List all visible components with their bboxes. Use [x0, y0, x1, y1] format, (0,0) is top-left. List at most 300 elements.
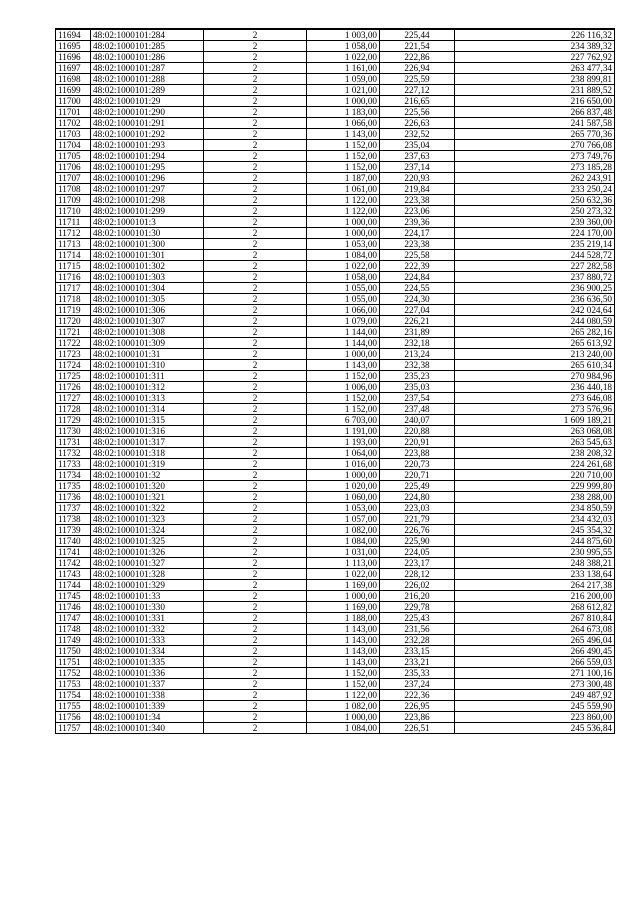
- cell-cadastral-value: 267 810,84: [455, 613, 615, 624]
- cell-row-number: 11718: [56, 294, 91, 305]
- cell-specific-value: 222,39: [380, 261, 455, 272]
- table-row: [56, 184, 615, 195]
- cell-area: 1 000,00: [307, 96, 380, 107]
- cell-cadastral-value: 268 612,82: [455, 602, 615, 613]
- cell-specific-value: 235,33: [380, 668, 455, 679]
- table-row: [56, 173, 615, 184]
- cell-row-number: 11703: [56, 129, 91, 140]
- cell-row-number: 11745: [56, 591, 91, 602]
- cell-cadastral-number: 48:02:1000101:302: [91, 261, 204, 272]
- cell-cadastral-value: 231 889,52: [455, 85, 615, 96]
- cell-category: 2: [204, 85, 307, 96]
- cell-category: 2: [204, 558, 307, 569]
- cell-cadastral-number: 48:02:1000101:323: [91, 514, 204, 525]
- cell-cadastral-value: 244 875,60: [455, 536, 615, 547]
- cell-cadastral-value: 241 587,58: [455, 118, 615, 129]
- cell-row-number: 11744: [56, 580, 91, 591]
- cell-area: 1 152,00: [307, 151, 380, 162]
- cell-cadastral-value: 273 646,08: [455, 393, 615, 404]
- cell-row-number: 11732: [56, 448, 91, 459]
- table-row: [56, 162, 615, 173]
- cell-cadastral-value: 238 208,32: [455, 448, 615, 459]
- table-row: [56, 294, 615, 305]
- cell-row-number: 11739: [56, 525, 91, 536]
- cell-cadastral-value: 270 984,96: [455, 371, 615, 382]
- table-row: [56, 239, 615, 250]
- cell-area: 1 143,00: [307, 646, 380, 657]
- cell-cadastral-value: 265 613,92: [455, 338, 615, 349]
- cell-specific-value: 232,28: [380, 635, 455, 646]
- table-row: [56, 701, 615, 712]
- cell-category: 2: [204, 74, 307, 85]
- cell-area: 1 169,00: [307, 580, 380, 591]
- cell-area: 1 000,00: [307, 228, 380, 239]
- table-row: [56, 96, 615, 107]
- cell-cadastral-number: 48:02:1000101:3: [91, 217, 204, 228]
- cell-row-number: 11695: [56, 41, 91, 52]
- cell-specific-value: 216,20: [380, 591, 455, 602]
- cell-specific-value: 232,38: [380, 360, 455, 371]
- cell-category: 2: [204, 107, 307, 118]
- cell-area: 1 152,00: [307, 140, 380, 151]
- table-row: [56, 272, 615, 283]
- cell-specific-value: 227,12: [380, 85, 455, 96]
- cell-specific-value: 223,03: [380, 503, 455, 514]
- cell-specific-value: 225,58: [380, 250, 455, 261]
- cell-cadastral-number: 48:02:1000101:311: [91, 371, 204, 382]
- cell-area: 1 144,00: [307, 338, 380, 349]
- cell-row-number: 11753: [56, 679, 91, 690]
- cell-cadastral-number: 48:02:1000101:327: [91, 558, 204, 569]
- cell-category: 2: [204, 173, 307, 184]
- cell-category: 2: [204, 668, 307, 679]
- table-row: [56, 29, 615, 41]
- cell-cadastral-value: 250 632,36: [455, 195, 615, 206]
- table-row: [56, 503, 615, 514]
- cell-category: 2: [204, 536, 307, 547]
- cell-cadastral-value: 237 880,72: [455, 272, 615, 283]
- table-row: [56, 41, 615, 52]
- cell-area: 1 152,00: [307, 404, 380, 415]
- cell-cadastral-number: 48:02:1000101:297: [91, 184, 204, 195]
- cell-category: 2: [204, 151, 307, 162]
- cell-category: 2: [204, 470, 307, 481]
- cell-area: 1 031,00: [307, 547, 380, 558]
- cell-area: 1 000,00: [307, 591, 380, 602]
- cell-category: 2: [204, 272, 307, 283]
- cell-cadastral-number: 48:02:1000101:298: [91, 195, 204, 206]
- cell-cadastral-value: 234 850,59: [455, 503, 615, 514]
- cell-row-number: 11697: [56, 63, 91, 74]
- cell-row-number: 11700: [56, 96, 91, 107]
- cell-cadastral-number: 48:02:1000101:322: [91, 503, 204, 514]
- table-row: [56, 481, 615, 492]
- table-row: [56, 63, 615, 74]
- cell-cadastral-value: 236 440,18: [455, 382, 615, 393]
- cell-row-number: 11725: [56, 371, 91, 382]
- cell-specific-value: 237,63: [380, 151, 455, 162]
- cell-row-number: 11727: [56, 393, 91, 404]
- cell-cadastral-number: 48:02:1000101:292: [91, 129, 204, 140]
- cell-area: 1 021,00: [307, 85, 380, 96]
- cell-cadastral-number: 48:02:1000101:301: [91, 250, 204, 261]
- cell-specific-value: 239,36: [380, 217, 455, 228]
- cell-row-number: 11731: [56, 437, 91, 448]
- cell-cadastral-number: 48:02:1000101:318: [91, 448, 204, 459]
- cell-category: 2: [204, 52, 307, 63]
- cell-category: 2: [204, 294, 307, 305]
- cell-specific-value: 223,86: [380, 712, 455, 723]
- cell-cadastral-value: 235 219,14: [455, 239, 615, 250]
- cell-cadastral-number: 48:02:1000101:314: [91, 404, 204, 415]
- cell-category: 2: [204, 525, 307, 536]
- cell-area: 1 000,00: [307, 712, 380, 723]
- cell-specific-value: 224,84: [380, 272, 455, 283]
- cell-category: 2: [204, 580, 307, 591]
- cell-specific-value: 223,38: [380, 239, 455, 250]
- cell-area: 1 169,00: [307, 602, 380, 613]
- cell-row-number: 11754: [56, 690, 91, 701]
- table-row: [56, 360, 615, 371]
- table-row: [56, 668, 615, 679]
- cell-cadastral-number: 48:02:1000101:338: [91, 690, 204, 701]
- cell-area: 1 055,00: [307, 283, 380, 294]
- cell-cadastral-number: 48:02:1000101:287: [91, 63, 204, 74]
- cell-area: 1 187,00: [307, 173, 380, 184]
- cell-area: 1 191,00: [307, 426, 380, 437]
- cell-category: 2: [204, 591, 307, 602]
- cell-row-number: 11747: [56, 613, 91, 624]
- cell-cadastral-value: 249 487,92: [455, 690, 615, 701]
- cell-specific-value: 225,90: [380, 536, 455, 547]
- cell-specific-value: 237,48: [380, 404, 455, 415]
- table-row: [56, 393, 615, 404]
- cell-category: 2: [204, 624, 307, 635]
- cell-row-number: 11748: [56, 624, 91, 635]
- cell-area: 1 084,00: [307, 536, 380, 547]
- cell-cadastral-value: 273 185,28: [455, 162, 615, 173]
- cell-row-number: 11702: [56, 118, 91, 129]
- cell-specific-value: 226,95: [380, 701, 455, 712]
- table-row: [56, 151, 615, 162]
- cell-row-number: 11740: [56, 536, 91, 547]
- cell-category: 2: [204, 679, 307, 690]
- cell-category: 2: [204, 646, 307, 657]
- table-row: [56, 371, 615, 382]
- cell-cadastral-value: 266 490,45: [455, 646, 615, 657]
- table-row: [56, 712, 615, 723]
- cell-cadastral-value: 223 860,00: [455, 712, 615, 723]
- cell-area: 1 193,00: [307, 437, 380, 448]
- table-row: [56, 459, 615, 470]
- cell-category: 2: [204, 415, 307, 426]
- cell-category: 2: [204, 63, 307, 74]
- cell-cadastral-number: 48:02:1000101:334: [91, 646, 204, 657]
- cell-specific-value: 225,59: [380, 74, 455, 85]
- cell-cadastral-number: 48:02:1000101:284: [91, 29, 204, 41]
- cell-category: 2: [204, 283, 307, 294]
- cell-category: 2: [204, 503, 307, 514]
- cell-area: 1 079,00: [307, 316, 380, 327]
- cell-cadastral-value: 239 360,00: [455, 217, 615, 228]
- cell-area: 1 143,00: [307, 657, 380, 668]
- table-row: [56, 558, 615, 569]
- cell-cadastral-value: 216 650,00: [455, 96, 615, 107]
- cell-cadastral-value: 264 217,38: [455, 580, 615, 591]
- table-row: [56, 470, 615, 481]
- cell-cadastral-value: 224 170,00: [455, 228, 615, 239]
- cell-cadastral-value: 234 432,03: [455, 514, 615, 525]
- cell-area: 1 122,00: [307, 195, 380, 206]
- cell-cadastral-number: 48:02:1000101:313: [91, 393, 204, 404]
- cell-cadastral-number: 48:02:1000101:333: [91, 635, 204, 646]
- cell-category: 2: [204, 382, 307, 393]
- cell-cadastral-value: 1 609 189,21: [455, 415, 615, 426]
- cell-area: 1 144,00: [307, 327, 380, 338]
- cell-row-number: 11708: [56, 184, 91, 195]
- cell-area: 1 022,00: [307, 569, 380, 580]
- table-row: [56, 349, 615, 360]
- cell-area: 1 143,00: [307, 624, 380, 635]
- cell-category: 2: [204, 96, 307, 107]
- cell-area: 6 703,00: [307, 415, 380, 426]
- table-row: [56, 283, 615, 294]
- cell-cadastral-value: 248 388,21: [455, 558, 615, 569]
- cell-category: 2: [204, 404, 307, 415]
- cell-specific-value: 226,76: [380, 525, 455, 536]
- cell-cadastral-value: 233 250,24: [455, 184, 615, 195]
- cell-cadastral-number: 48:02:1000101:340: [91, 723, 204, 734]
- cell-category: 2: [204, 41, 307, 52]
- table-row: [56, 140, 615, 151]
- cell-cadastral-number: 48:02:1000101:293: [91, 140, 204, 151]
- cell-row-number: 11757: [56, 723, 91, 734]
- cell-specific-value: 221,79: [380, 514, 455, 525]
- cell-area: 1 084,00: [307, 723, 380, 734]
- cell-category: 2: [204, 448, 307, 459]
- table-row: [56, 316, 615, 327]
- cell-row-number: 11737: [56, 503, 91, 514]
- cell-row-number: 11711: [56, 217, 91, 228]
- cell-cadastral-number: 48:02:1000101:319: [91, 459, 204, 470]
- table-row: [56, 426, 615, 437]
- cell-category: 2: [204, 514, 307, 525]
- cell-cadastral-number: 48:02:1000101:335: [91, 657, 204, 668]
- cell-row-number: 11712: [56, 228, 91, 239]
- cell-row-number: 11717: [56, 283, 91, 294]
- cell-cadastral-value: 234 389,32: [455, 41, 615, 52]
- cell-row-number: 11722: [56, 338, 91, 349]
- cell-cadastral-number: 48:02:1000101:288: [91, 74, 204, 85]
- table-row: [56, 327, 615, 338]
- cell-specific-value: 233,15: [380, 646, 455, 657]
- cell-cadastral-number: 48:02:1000101:290: [91, 107, 204, 118]
- cell-area: 1 082,00: [307, 525, 380, 536]
- table-row: [56, 217, 615, 228]
- cell-category: 2: [204, 657, 307, 668]
- cell-cadastral-number: 48:02:1000101:308: [91, 327, 204, 338]
- table-row: [56, 602, 615, 613]
- cell-cadastral-number: 48:02:1000101:303: [91, 272, 204, 283]
- cell-category: 2: [204, 338, 307, 349]
- cell-row-number: 11714: [56, 250, 91, 261]
- cell-row-number: 11710: [56, 206, 91, 217]
- table-row: [56, 690, 615, 701]
- cell-cadastral-number: 48:02:1000101:306: [91, 305, 204, 316]
- table-row: [56, 129, 615, 140]
- cell-area: 1 122,00: [307, 690, 380, 701]
- cell-category: 2: [204, 228, 307, 239]
- cell-cadastral-value: 238 899,81: [455, 74, 615, 85]
- cell-cadastral-number: 48:02:1000101:332: [91, 624, 204, 635]
- cell-row-number: 11746: [56, 602, 91, 613]
- cell-area: 1 000,00: [307, 470, 380, 481]
- cell-cadastral-number: 48:02:1000101:299: [91, 206, 204, 217]
- cell-specific-value: 226,63: [380, 118, 455, 129]
- cell-cadastral-number: 48:02:1000101:32: [91, 470, 204, 481]
- cell-specific-value: 231,56: [380, 624, 455, 635]
- table-row: [56, 74, 615, 85]
- table-row: [56, 338, 615, 349]
- cell-specific-value: 222,86: [380, 52, 455, 63]
- cell-category: 2: [204, 305, 307, 316]
- cell-area: 1 082,00: [307, 701, 380, 712]
- cell-cadastral-number: 48:02:1000101:289: [91, 85, 204, 96]
- cell-cadastral-value: 266 559,03: [455, 657, 615, 668]
- cell-cadastral-value: 227 282,58: [455, 261, 615, 272]
- cell-cadastral-number: 48:02:1000101:307: [91, 316, 204, 327]
- cell-specific-value: 223,06: [380, 206, 455, 217]
- cell-row-number: 11756: [56, 712, 91, 723]
- table-row: [56, 382, 615, 393]
- cell-category: 2: [204, 316, 307, 327]
- cell-area: 1 152,00: [307, 371, 380, 382]
- cell-cadastral-number: 48:02:1000101:304: [91, 283, 204, 294]
- cell-cadastral-number: 48:02:1000101:317: [91, 437, 204, 448]
- cell-area: 1 060,00: [307, 492, 380, 503]
- cell-area: 1 022,00: [307, 261, 380, 272]
- cell-specific-value: 235,04: [380, 140, 455, 151]
- cell-specific-value: 237,54: [380, 393, 455, 404]
- cell-cadastral-value: 273 576,96: [455, 404, 615, 415]
- cell-cadastral-number: 48:02:1000101:286: [91, 52, 204, 63]
- cell-category: 2: [204, 459, 307, 470]
- cell-cadastral-number: 48:02:1000101:321: [91, 492, 204, 503]
- table-row: [56, 679, 615, 690]
- document-page: [55, 28, 615, 734]
- cell-row-number: 11749: [56, 635, 91, 646]
- cell-specific-value: 225,56: [380, 107, 455, 118]
- cell-cadastral-number: 48:02:1000101:337: [91, 679, 204, 690]
- cell-specific-value: 229,78: [380, 602, 455, 613]
- cell-category: 2: [204, 492, 307, 503]
- cell-cadastral-number: 48:02:1000101:324: [91, 525, 204, 536]
- table-row: [56, 107, 615, 118]
- table-row: [56, 415, 615, 426]
- cell-row-number: 11750: [56, 646, 91, 657]
- cell-row-number: 11733: [56, 459, 91, 470]
- cell-area: 1 016,00: [307, 459, 380, 470]
- cell-cadastral-number: 48:02:1000101:329: [91, 580, 204, 591]
- cell-category: 2: [204, 569, 307, 580]
- cell-cadastral-number: 48:02:1000101:336: [91, 668, 204, 679]
- cell-row-number: 11719: [56, 305, 91, 316]
- cell-cadastral-number: 48:02:1000101:315: [91, 415, 204, 426]
- cell-specific-value: 216,65: [380, 96, 455, 107]
- cell-area: 1 188,00: [307, 613, 380, 624]
- cell-category: 2: [204, 613, 307, 624]
- cell-row-number: 11707: [56, 173, 91, 184]
- cell-cadastral-value: 263 545,63: [455, 437, 615, 448]
- cadastral-value-table: [55, 28, 615, 734]
- table-row: [56, 437, 615, 448]
- cell-area: 1 152,00: [307, 393, 380, 404]
- table-row: [56, 228, 615, 239]
- cell-cadastral-number: 48:02:1000101:305: [91, 294, 204, 305]
- cell-cadastral-number: 48:02:1000101:31: [91, 349, 204, 360]
- cell-cadastral-value: 265 610,34: [455, 360, 615, 371]
- cell-cadastral-value: 245 354,32: [455, 525, 615, 536]
- table-row: [56, 492, 615, 503]
- cell-category: 2: [204, 162, 307, 173]
- cell-category: 2: [204, 360, 307, 371]
- cell-row-number: 11724: [56, 360, 91, 371]
- cell-specific-value: 226,02: [380, 580, 455, 591]
- cell-row-number: 11720: [56, 316, 91, 327]
- cell-category: 2: [204, 184, 307, 195]
- cell-category: 2: [204, 723, 307, 734]
- cell-area: 1 055,00: [307, 294, 380, 305]
- cell-area: 1 000,00: [307, 217, 380, 228]
- table-row: [56, 404, 615, 415]
- table-row: [56, 206, 615, 217]
- cell-cadastral-value: 262 243,91: [455, 173, 615, 184]
- cell-category: 2: [204, 371, 307, 382]
- cell-row-number: 11701: [56, 107, 91, 118]
- cell-row-number: 11698: [56, 74, 91, 85]
- cell-cadastral-number: 48:02:1000101:291: [91, 118, 204, 129]
- cell-area: 1 183,00: [307, 107, 380, 118]
- cell-cadastral-number: 48:02:1000101:326: [91, 547, 204, 558]
- cell-cadastral-number: 48:02:1000101:29: [91, 96, 204, 107]
- cell-cadastral-value: 265 496,04: [455, 635, 615, 646]
- cell-cadastral-value: 273 300,48: [455, 679, 615, 690]
- cell-cadastral-number: 48:02:1000101:295: [91, 162, 204, 173]
- cell-specific-value: 224,55: [380, 283, 455, 294]
- cell-cadastral-number: 48:02:1000101:34: [91, 712, 204, 723]
- cell-category: 2: [204, 217, 307, 228]
- cell-row-number: 11716: [56, 272, 91, 283]
- cell-area: 1 064,00: [307, 448, 380, 459]
- cell-area: 1 059,00: [307, 74, 380, 85]
- cell-row-number: 11730: [56, 426, 91, 437]
- cell-specific-value: 220,91: [380, 437, 455, 448]
- cell-area: 1 053,00: [307, 503, 380, 514]
- cell-area: 1 066,00: [307, 305, 380, 316]
- cell-area: 1 058,00: [307, 41, 380, 52]
- cell-cadastral-number: 48:02:1000101:330: [91, 602, 204, 613]
- cell-specific-value: 235,23: [380, 371, 455, 382]
- cell-row-number: 11743: [56, 569, 91, 580]
- cell-category: 2: [204, 349, 307, 360]
- cell-area: 1 066,00: [307, 118, 380, 129]
- cell-row-number: 11752: [56, 668, 91, 679]
- cell-area: 1 053,00: [307, 239, 380, 250]
- cell-cadastral-value: 216 200,00: [455, 591, 615, 602]
- cell-cadastral-value: 273 749,76: [455, 151, 615, 162]
- table-row: [56, 613, 615, 624]
- cell-area: 1 122,00: [307, 206, 380, 217]
